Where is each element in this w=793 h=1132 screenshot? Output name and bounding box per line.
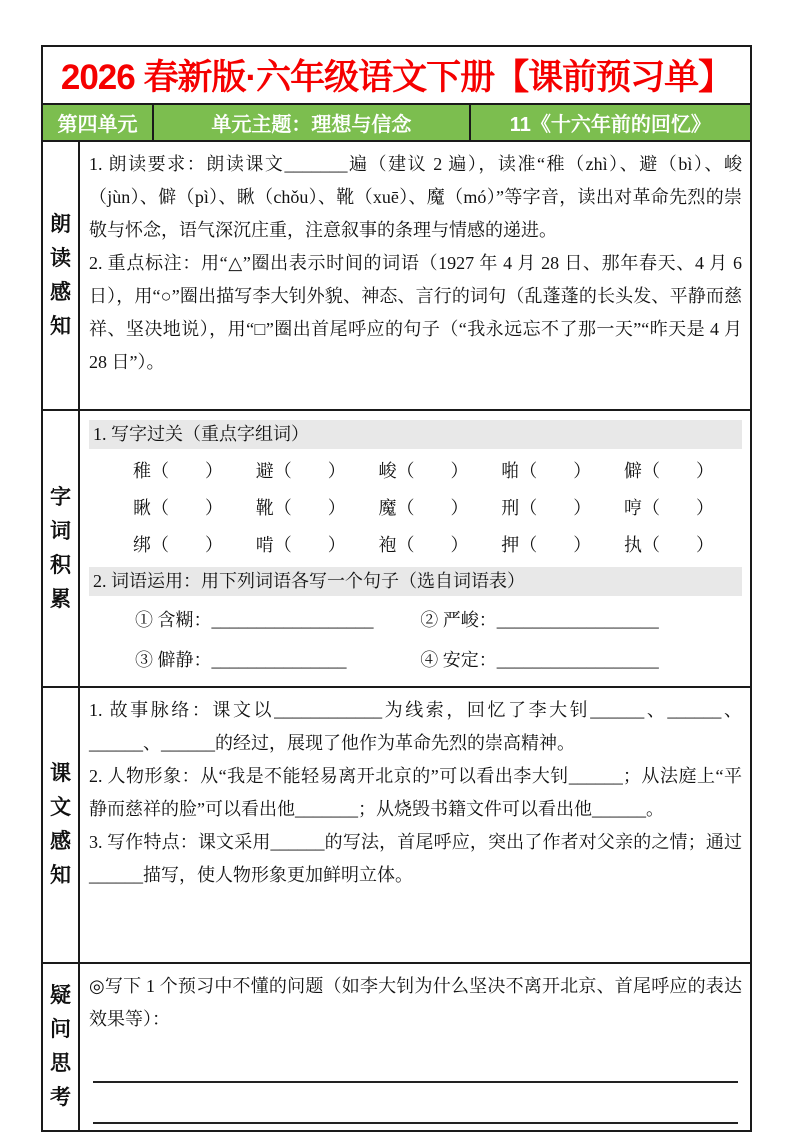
answer-line xyxy=(93,1042,738,1083)
word-usage-heading: 2. 词语运用：用下列词语各写一个句子（选自词语表） xyxy=(89,567,742,596)
worksheet xyxy=(41,45,752,1132)
character-blank: 押（ ） xyxy=(501,535,592,555)
sentence-blank: ④ 安定：__________________ xyxy=(420,650,659,670)
character-blank: 绑（ ） xyxy=(133,535,223,555)
section-content xyxy=(80,142,750,409)
section-label: 课文感知 xyxy=(50,762,71,887)
character-row xyxy=(89,527,742,564)
section-label-col xyxy=(43,964,80,1130)
character-blank: 刑（ ） xyxy=(501,498,592,518)
character-blank: 稚（ ） xyxy=(133,461,223,481)
story-outline-text: 1. 故事脉络：课文以____________为线索，回忆了李大钊______、______、______、______的经过，展现了他作为革命先烈的崇高精神。 xyxy=(89,700,742,753)
section-content xyxy=(80,411,750,686)
lesson-title: 11《十六年前的回忆》 xyxy=(509,114,711,136)
section-question-thinking xyxy=(43,962,750,1130)
unit-number: 第四单元 xyxy=(43,105,154,140)
section-label-col xyxy=(43,142,80,409)
section-words-accumulation xyxy=(43,409,750,686)
sentence-blank: ③ 僻静：_______________ xyxy=(135,650,347,670)
answer-line xyxy=(93,1083,738,1124)
character-blank: 魔（ ） xyxy=(378,498,469,518)
character-blank: 僻（ ） xyxy=(624,461,714,481)
character-row xyxy=(89,453,742,490)
sentence-row xyxy=(89,640,742,680)
character-blank: 靴（ ） xyxy=(255,498,346,518)
character-blank: 袍（ ） xyxy=(378,535,469,555)
sentence-row xyxy=(89,600,742,640)
writing-feature-text: 3. 写作特点：课文采用______的写法，首尾呼应，突出了作者对父亲的之情；通过______描写，使人物形象更加鲜明立体。 xyxy=(89,832,742,885)
section-label-col xyxy=(43,411,80,686)
character-image-text: 2. 人物形象：从“我是不能轻易离开北京的”可以看出李大钊______；从法庭上“平静而慈祥的脸”可以看出他_______；从烧毁书籍文件可以看出他______。 xyxy=(89,766,742,819)
character-blank: 瞅（ ） xyxy=(133,498,223,518)
title-row xyxy=(43,47,750,103)
section-content xyxy=(80,688,750,962)
character-blank: 啪（ ） xyxy=(501,461,592,481)
unit-header xyxy=(43,103,750,140)
section-reading-perception xyxy=(43,140,750,409)
question-prompt-text: ◎写下 1 个预习中不懂的问题（如李大钊为什么坚决不离开北京、首尾呼应的表达效果等）： xyxy=(89,976,742,1029)
character-blank: 啃（ ） xyxy=(255,535,346,555)
key-annotation-text: 2. 重点标注：用“△”圈出表示时间的词语（1927 年 4 月 28 日、那年春天、4 月 6 日），用“○”圈出描写李大钊外貌、神态、言行的词句（乱蓬蓬的长头发、平静而慈祥、坚决地说），用“□”圈出首尾呼应的句子（“我永远忘不了那一天”“昨天是 4 月 28 日”）。 xyxy=(89,253,742,372)
character-blank: 执（ ） xyxy=(624,535,714,555)
character-row xyxy=(89,490,742,527)
writing-practice-heading: 1. 写字过关（重点字组词） xyxy=(89,420,742,449)
section-label-col xyxy=(43,688,80,962)
unit-theme: 单元主题：理想与信念 xyxy=(154,105,471,140)
character-blank: 峻（ ） xyxy=(378,461,469,481)
character-blank: 避（ ） xyxy=(255,461,346,481)
section-label: 疑问思考 xyxy=(50,984,71,1109)
character-blank: 哼（ ） xyxy=(624,498,714,518)
reading-requirement-text: 1. 朗读要求：朗读课文_______遍（建议 2 遍），读准“稚（zhì）、避（bì）、峻（jùn）、僻（pì）、瞅（chǒu）、靴（xuē）、魔（mó）”等字音，读出对革命先烈的崇敬与怀念，语气深沉庄重，注意叙事的条理与情感的递进。 xyxy=(89,154,742,240)
section-content xyxy=(80,964,750,1130)
section-label: 朗读感知 xyxy=(50,212,71,338)
sentence-blank: ② 严峻：__________________ xyxy=(420,610,659,630)
section-label: 字词积累 xyxy=(50,485,71,611)
sentence-blank: ① 含糊：__________________ xyxy=(135,610,374,630)
page-title: 2026 春新版·六年级语文下册【课前预习单】 xyxy=(60,58,733,97)
section-text-perception xyxy=(43,686,750,962)
